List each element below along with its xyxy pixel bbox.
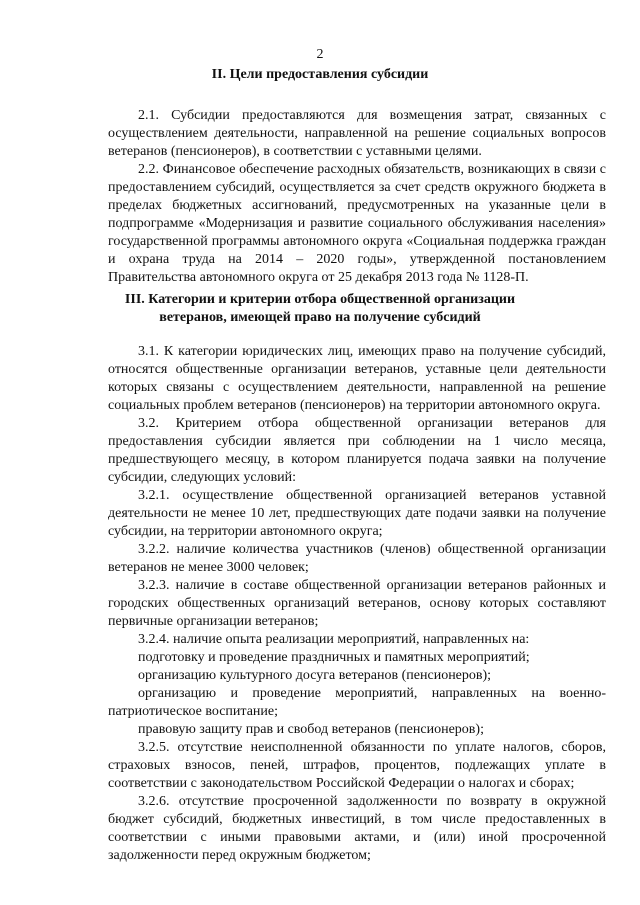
section-3-title-line-2: ветеранов, имеющей право на получение субсидий bbox=[159, 310, 481, 325]
paragraph-3-2-4: 3.2.4. наличие опыта реализации мероприятий, направленных на: bbox=[138, 632, 530, 647]
paragraph-2-2: 2.2. Финансовое обеспечение расходных обязательств, возникающих в связи с предоставлением субсидий, осуществляется за счет средств окружного бюджета в пределах бюджетных ассигнований, предусмотренных на указанные цели в подпрограмме «Модернизация и развитие социального обслуживания населения» государственной программы автономного округа «Социальная поддержка граждан и охрана труда на 2014 – 2020 годы», утвержденной постановлением Правительства автономного округа от 25 декабря 2013 года № 1128-П. bbox=[108, 162, 606, 285]
paragraph-3-2-1: 3.2.1. осуществление общественной организацией ветеранов уставной деятельности не менее 10 лет, предшествующих дате подачи заявки на получение субсидии, на территории автономного округа; bbox=[108, 488, 606, 539]
page-number: 2 bbox=[316, 47, 324, 62]
paragraph-2-1: 2.1. Субсидии предоставляются для возмещения затрат, связанных с осуществлением деятельности, направленной на решение социальных вопросов ветеранов (пенсионеров), в соответствии с уставными целями. bbox=[108, 108, 606, 159]
list-item-legal: правовую защиту прав и свобод ветеранов (пенсионеров); bbox=[138, 722, 484, 737]
list-item-leisure: организацию культурного досуга ветеранов (пенсионеров); bbox=[138, 668, 492, 683]
section-3-title-line-1: III. Категории и критерии отбора общественной организации bbox=[124, 292, 516, 307]
section-3-title bbox=[60, 291, 580, 327]
paragraph-3-2-2: 3.2.2. наличие количества участников (членов) общественной организации ветеранов не менее 3000 человек; bbox=[108, 542, 606, 575]
list-item-patriotic: организацию и проведение мероприятий, направленных на военно-патриотическое воспитание; bbox=[108, 686, 606, 719]
paragraph-3-2: 3.2. Критерием отбора общественной организации ветеранов для предоставления субсидии является при соблюдении на 1 число месяца, предшествующего месяцу, в котором планируется подача заявки на получение субсидии, следующих условий: bbox=[108, 416, 606, 485]
paragraph-3-1: 3.1. К категории юридических лиц, имеющих право на получение субсидий, относятся общественные организации ветеранов, уставные цели деятельности которых связаны с осуществлением деятельности, направленной на решение социальных проблем ветеранов (пенсионеров) на территории автономного округа. bbox=[108, 344, 606, 413]
paragraph-3-2-6: 3.2.6. отсутствие просроченной задолженности по возврату в окружной бюджет субсидий, бюджетных инвестиций, в том числе предоставленных в соответствии с иными правовыми актами, и (или) иной просроченной задолженности перед окружным бюджетом; bbox=[108, 794, 606, 863]
paragraph-3-2-3: 3.2.3. наличие в составе общественной организации ветеранов районных и городских общественных организаций ветеранов, основу которых составляют первичные организации ветеранов; bbox=[108, 578, 606, 629]
list-item-events: подготовку и проведение праздничных и памятных мероприятий; bbox=[138, 650, 530, 665]
section-2-body bbox=[108, 107, 606, 287]
section-3-body bbox=[108, 343, 606, 865]
paragraph-3-2-5: 3.2.5. отсутствие неисполненной обязанности по уплате налогов, сборов, страховых взносов, пеней, штрафов, процентов, подлежащих уплате в соответствии с законодательством Российской Федерации о налогах и сборах; bbox=[108, 740, 606, 791]
section-2-title: II. Цели предоставления субсидии bbox=[211, 67, 429, 82]
